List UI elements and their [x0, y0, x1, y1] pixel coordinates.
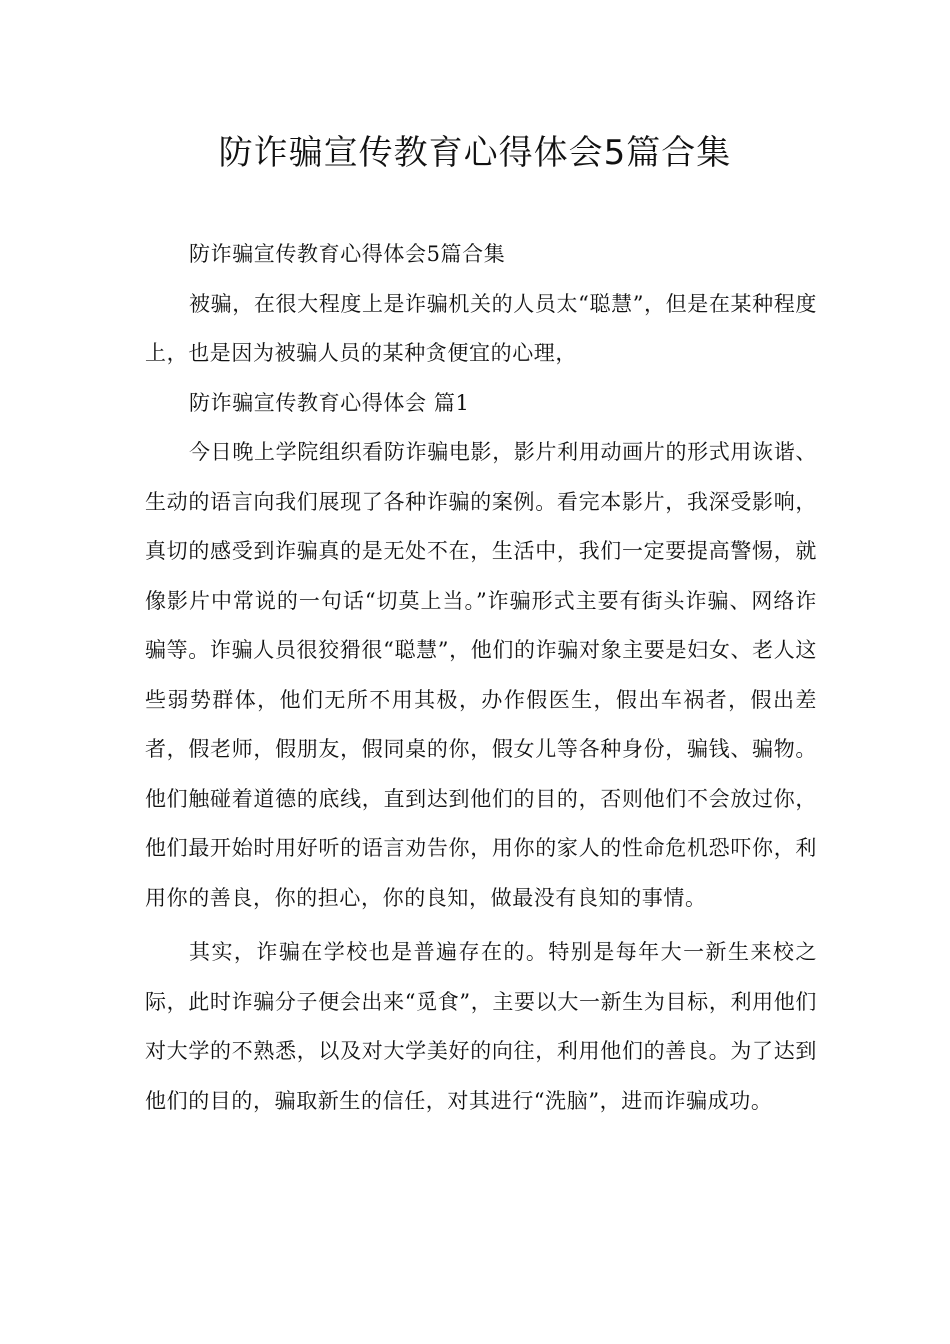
subtitle-paragraph: 防诈骗宣传教育心得体会5篇合集: [189, 242, 506, 266]
body-paragraph: 其实，诈骗在学校也是普遍存在的。特别是每年大一新生来校之际，此时诈骗分子便会出来“觅食”，主要以大一新生为目标，利用他们对大学的不熟悉，以及对大学美好的向往，利用他们的善良。为了达到他们的目的，骗取新生的信任，对其进行“洗脑”，进而诈骗成功。: [145, 940, 817, 1113]
document-title: 防诈骗宣传教育心得体会5篇合集: [218, 133, 732, 173]
section-heading: 防诈骗宣传教育心得体会 篇1: [189, 390, 470, 415]
intro-paragraph: 被骗，在很大程度上是诈骗机关的人员太“聪慧”，但是在某种程度上，也是因为被骗人员的某种贪便宜的心理，: [145, 291, 817, 365]
document-body: [145, 230, 817, 1126]
body-paragraph: 今日晚上学院组织看防诈骗电影，影片利用动画片的形式用诙谐、生动的语言向我们展现了各种诈骗的案例。看完本影片，我深受影响，真切的感受到诈骗真的是无处不在，生活中，我们一定要提高警惕，就像影片中常说的一句话“切莫上当。”诈骗形式主要有街头诈骗、网络诈骗等。诈骗人员很狡猾很“聪慧”，他们的诈骗对象主要是妇女、老人这些弱势群体，他们无所不用其极，办作假医生，假出车祸者，假出差者，假老师，假朋友，假同桌的你，假女儿等各种身份，骗钱、骗物。他们触碰着道德的底线，直到达到他们的目的，否则他们不会放过你，他们最开始时用好听的语言劝告你，用你的家人的性命危机恐吓你，利用你的善良，你的担心，你的良知，做最没有良知的事情。: [145, 440, 817, 910]
